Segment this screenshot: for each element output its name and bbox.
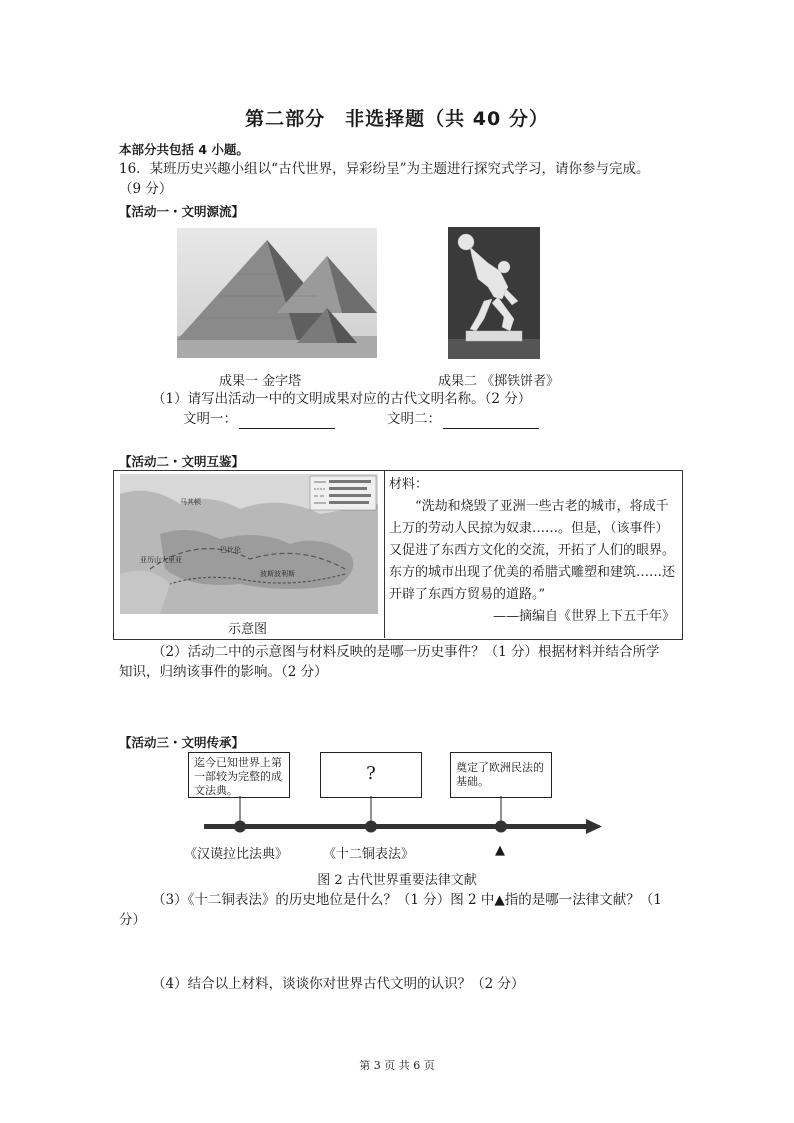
timeline-box-2: ? <box>320 752 422 798</box>
timeline-box-1: 迄今已知世界上第一部较为完整的成文法典。 <box>188 752 290 798</box>
timeline-label-hammurabi: 《汉谟拉比法典》 <box>184 847 289 862</box>
discobolus-image <box>448 227 540 359</box>
page-title: 第二部分 非选择题（共 40 分） <box>245 108 549 130</box>
question-16-stem: 16．某班历史兴趣小组以“古代世界，异彩纷呈”为主题进行探究式学习，请你参与完成。 <box>119 161 650 177</box>
timeline-label-twelve-tables: 《十二铜表法》 <box>323 847 415 862</box>
map-label-babylon: 巴比伦 <box>220 546 241 554</box>
question-2-line-2: 知识，归纳该事件的影响。（2 分） <box>119 664 328 680</box>
timeline-axis <box>200 796 610 836</box>
map-caption: 示意图 <box>228 622 268 637</box>
answer-label-1: 文明一： <box>183 411 237 427</box>
question-2-line-1: （2）活动二中的示意图与材料反映的是哪一历史事件？（1 分）根据材料并结合所学 <box>152 644 660 660</box>
question-1: （1）请写出活动一中的文明成果对应的古代文明名称。（2 分） <box>152 391 532 407</box>
page-footer: 第 3 页 共 6 页 <box>359 1059 435 1072</box>
question-3-line-2: 分） <box>119 912 146 928</box>
activity-1-heading: 【活动一・文明源流】 <box>119 204 245 219</box>
question-4: （4）结合以上材料，谈谈你对世界古代文明的认识？（2 分） <box>152 976 525 992</box>
material-text: “洗劫和烧毁了亚洲一些古老的城市，将成千上万的劳动人民掠为奴隶……。但是，（该事件）又促进了东西方文化的交流，开拓了人们的眼界。东方的城市出现了优美的希腊式雕塑和建筑……还开辟了东西方贸易的道路。” <box>389 499 676 602</box>
answer-label-2: 文明二： <box>387 411 441 427</box>
map-label-persepolis: 波斯波利斯 <box>260 570 295 578</box>
timeline-box-3: 奠定了欧洲民法的基础。 <box>450 752 552 798</box>
material-title: 材料： <box>389 477 429 492</box>
material-block <box>389 474 675 628</box>
map-label-alexandria: 亚历山大里亚 <box>140 556 182 564</box>
alexander-map <box>120 474 378 614</box>
pyramid-caption: 成果一 金字塔 <box>219 374 302 389</box>
section-intro: 本部分共包括 4 小题。 <box>119 142 249 157</box>
answer-line-2 <box>387 410 539 429</box>
activity-3-heading: 【活动三・文明传承】 <box>119 735 245 750</box>
answer-line-1 <box>183 410 335 429</box>
question-3-line-1: （3）《十二铜表法》的历史地位是什么？（1 分）图 2 中▲指的是哪一法律文献？（1 <box>152 892 662 908</box>
map-label-macedonia: 马其顿 <box>180 498 201 506</box>
material-source: ——摘编自《世界上下五千年》 <box>492 609 675 624</box>
answer-blank-1[interactable] <box>239 414 335 429</box>
table-divider <box>384 470 385 638</box>
timeline-label-unknown: ▲ <box>495 843 505 858</box>
answer-blank-2[interactable] <box>443 414 539 429</box>
question-16-score: （9 分） <box>119 181 173 197</box>
discobolus-caption: 成果二 《掷铁饼者》 <box>438 374 560 389</box>
activity-2-heading: 【活动二・文明互鉴】 <box>119 454 245 469</box>
pyramid-image <box>177 228 377 358</box>
figure-2-caption: 图 2 古代世界重要法律文献 <box>317 873 477 888</box>
